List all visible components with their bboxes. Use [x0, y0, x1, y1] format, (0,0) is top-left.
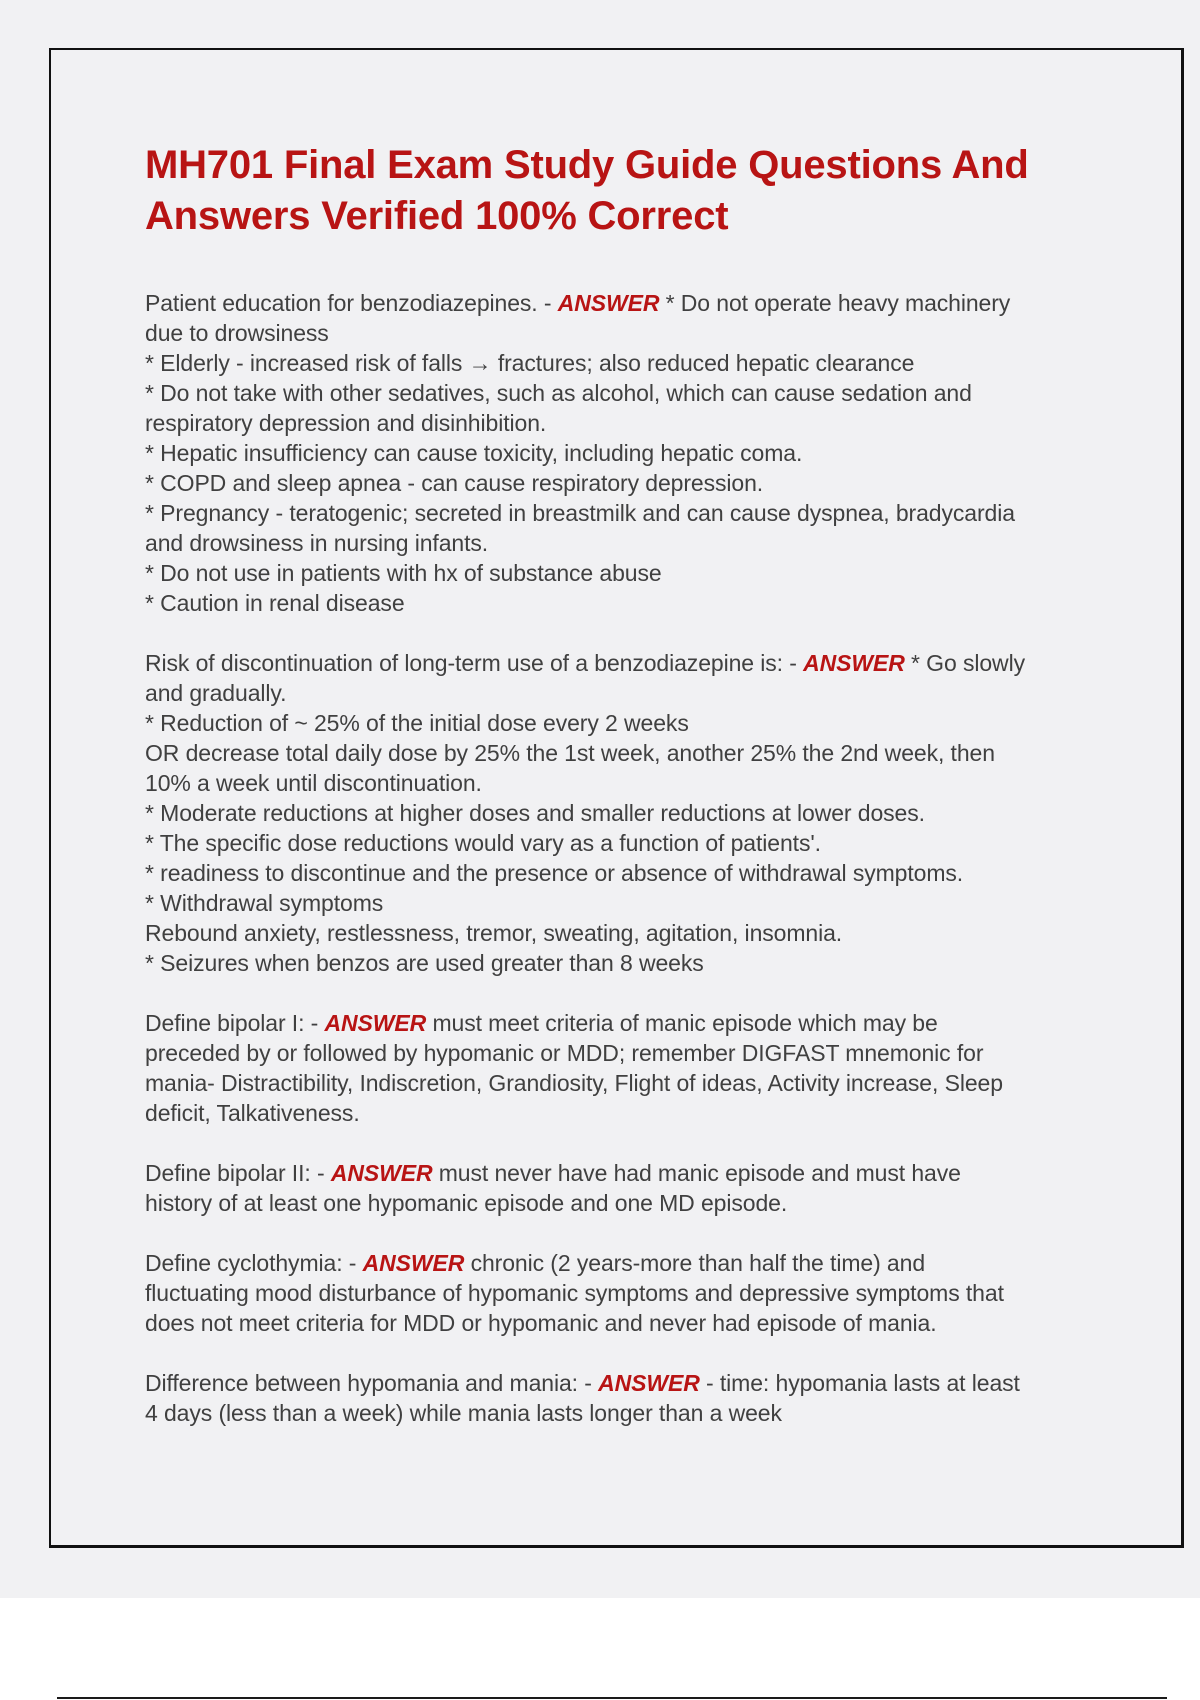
answer-line: * COPD and sleep apnea - can cause respiratory depression. — [145, 470, 764, 496]
qa-first-line — [145, 1008, 1095, 1038]
answer-line: * Do not use in patients with hx of substance abuse — [145, 560, 662, 586]
answer-line: * Caution in renal disease — [145, 590, 405, 616]
title-line-1: MH701 Final Exam Study Guide Questions And — [145, 143, 1029, 187]
answer-line: 4 days (less than a week) while mania lasts longer than a week — [145, 1400, 782, 1426]
answer-line: * Withdrawal symptoms — [145, 890, 384, 916]
qa-item — [145, 1158, 1095, 1218]
title-line-2: Answers Verified 100% Correct — [145, 194, 729, 238]
bottom-divider — [57, 1697, 1167, 1699]
answer-line: respiratory depression and disinhibition. — [145, 410, 547, 436]
question-text: Define bipolar I: - — [145, 1010, 325, 1036]
question-text: Difference between hypomania and mania: - — [145, 1370, 599, 1396]
answer-label: ANSWER — [324, 1010, 427, 1036]
answer-text: * Do not operate heavy machinery — [659, 290, 1011, 316]
question-text: Patient education for benzodiazepines. - — [145, 290, 558, 316]
answer-line: Rebound anxiety, restlessness, tremor, sweating, agitation, insomnia. — [145, 920, 843, 946]
answer-line: * Seizures when benzos are used greater than 8 weeks — [145, 950, 704, 976]
answer-line: * Hepatic insufficiency can cause toxicity, including hepatic coma. — [145, 440, 803, 466]
answer-line: due to drowsiness — [145, 320, 329, 346]
qa-list — [145, 288, 1095, 1428]
qa-item — [145, 1008, 1095, 1128]
study-guide-content — [145, 140, 1095, 1458]
question-text: Define bipolar II: - — [145, 1160, 331, 1186]
answer-line: * Pregnancy - teratogenic; secreted in breastmilk and can cause dyspnea, bradycardia — [145, 500, 1015, 526]
answer-line: * Reduction of ~ 25% of the initial dose every 2 weeks — [145, 710, 689, 736]
answer-line: history of at least one hypomanic episode and one MD episode. — [145, 1190, 788, 1216]
qa-item — [145, 648, 1095, 978]
answer-text: * Go slowly — [904, 650, 1025, 676]
answer-line: 10% a week until discontinuation. — [145, 770, 482, 796]
document-title — [145, 140, 1095, 242]
qa-first-line — [145, 648, 1095, 678]
answer-line: mania- Distractibility, Indiscretion, Grandiosity, Flight of ideas, Activity increase, Sleep — [145, 1070, 1003, 1096]
answer-line: deficit, Talkativeness. — [145, 1100, 360, 1126]
answer-label: ANSWER — [330, 1160, 433, 1186]
answer-text: must meet criteria of manic episode which may be — [426, 1010, 938, 1036]
answer-line: * The specific dose reductions would vary as a function of patients'. — [145, 830, 821, 856]
qa-first-line — [145, 1368, 1095, 1398]
answer-line: does not meet criteria for MDD or hypomanic and never had episode of mania. — [145, 1310, 937, 1336]
answer-line: * Moderate reductions at higher doses and smaller reductions at lower doses. — [145, 800, 925, 826]
qa-item — [145, 1368, 1095, 1428]
answer-line: * Do not take with other sedatives, such as alcohol, which can cause sedation and — [145, 380, 972, 406]
answer-line: and gradually. — [145, 680, 287, 706]
answer-line: preceded by or followed by hypomanic or MDD; remember DIGFAST mnemonic for — [145, 1040, 984, 1066]
answer-line: * readiness to discontinue and the presence or absence of withdrawal symptoms. — [145, 860, 964, 886]
answer-line: and drowsiness in nursing infants. — [145, 530, 489, 556]
question-text: Risk of discontinuation of long-term use of a benzodiazepine is: - — [145, 650, 804, 676]
qa-first-line — [145, 1248, 1095, 1278]
answer-line: OR decrease total daily dose by 25% the 1st week, another 25% the 2nd week, then — [145, 740, 995, 766]
answer-line: * Elderly - increased risk of falls → fractures; also reduced hepatic clearance — [145, 350, 915, 376]
answer-text: must never have had manic episode and must have — [432, 1160, 961, 1186]
answer-label: ANSWER — [362, 1250, 465, 1276]
answer-line: fluctuating mood disturbance of hypomanic symptoms and depressive symptoms that — [145, 1280, 1004, 1306]
answer-text: chronic (2 years-more than half the time) and — [464, 1250, 926, 1276]
qa-first-line — [145, 1158, 1095, 1188]
question-text: Define cyclothymia: - — [145, 1250, 363, 1276]
qa-item — [145, 1248, 1095, 1338]
answer-text: - time: hypomania lasts at least — [699, 1370, 1020, 1396]
qa-first-line — [145, 288, 1095, 318]
answer-label: ANSWER — [803, 650, 905, 676]
qa-item — [145, 288, 1095, 618]
answer-label: ANSWER — [557, 290, 660, 316]
answer-label: ANSWER — [598, 1370, 700, 1396]
